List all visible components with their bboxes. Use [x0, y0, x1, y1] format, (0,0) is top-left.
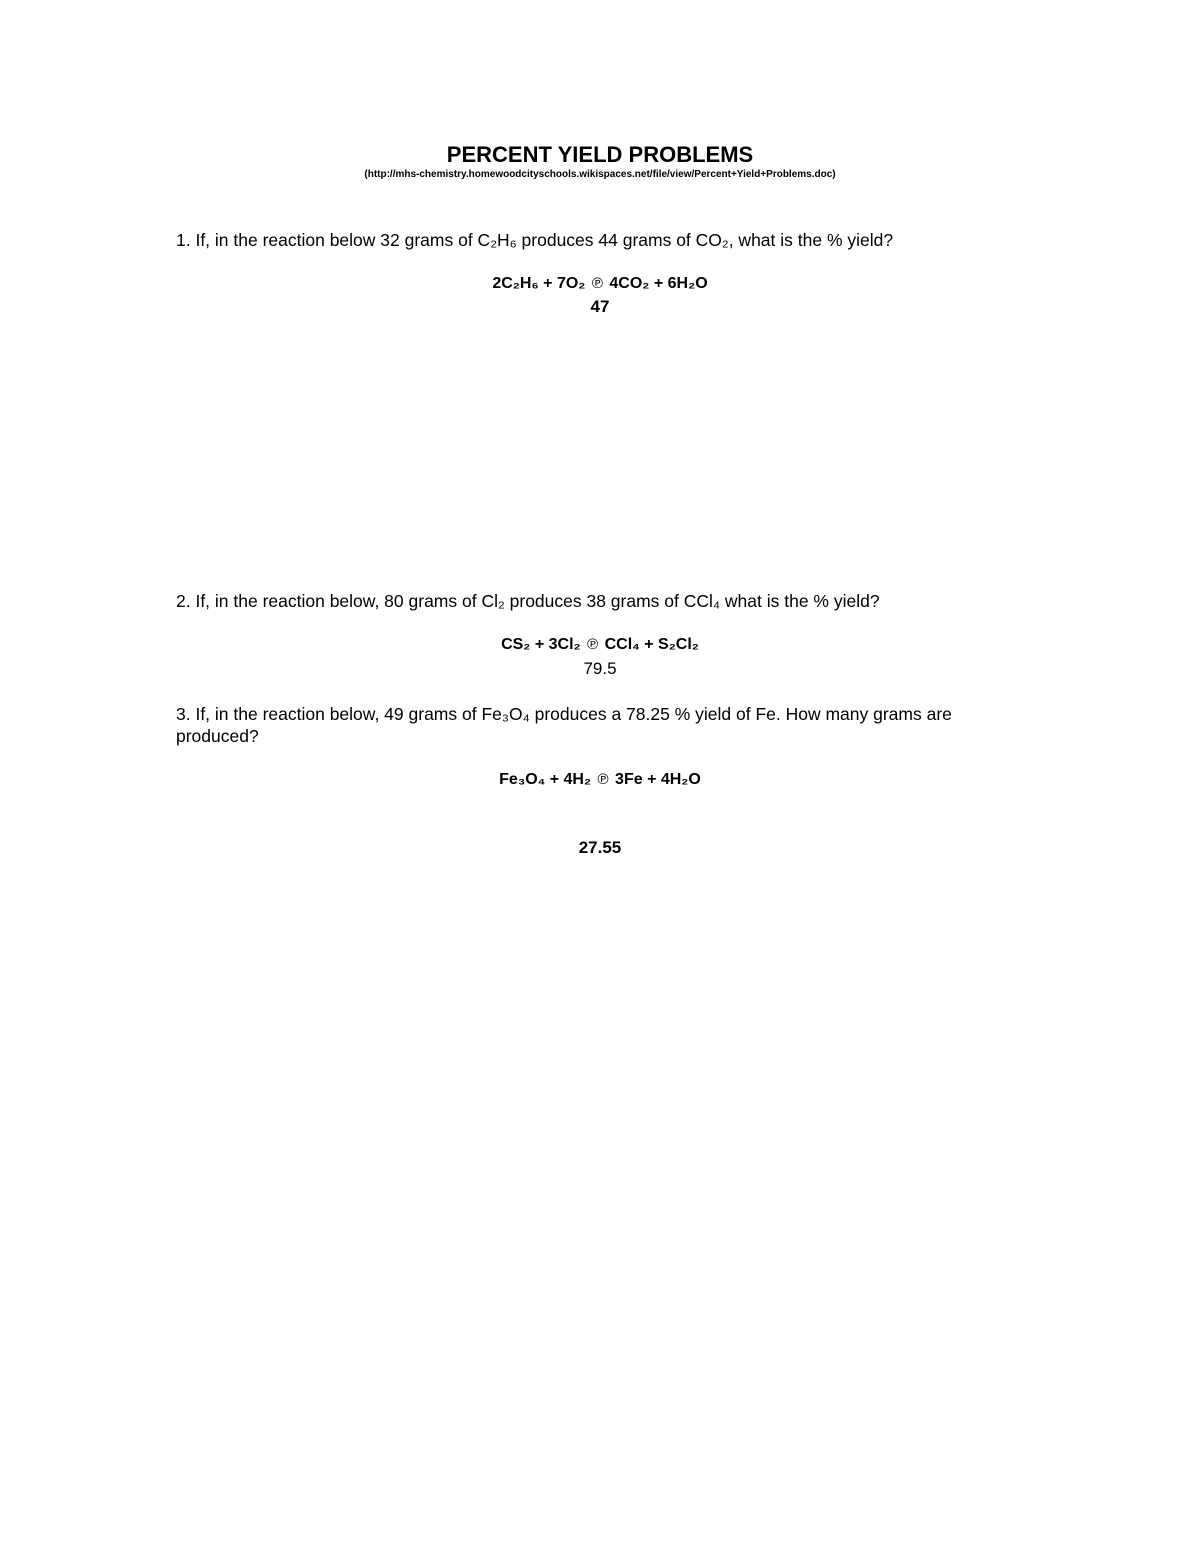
- reaction-arrow-icon: ℗: [587, 636, 599, 653]
- equation-products: 3Fe + 4H₂O: [615, 771, 701, 788]
- equation-reactants: Fe₃O₄ + 4H₂: [499, 771, 592, 788]
- problem-2-answer: 79.5: [583, 659, 617, 678]
- problem-1-equation: [0, 275, 1200, 293]
- equation-products: 4CO₂ + 6H₂O: [609, 275, 708, 292]
- reaction-arrow-icon: ℗: [591, 275, 603, 292]
- source-url: (http://mhs-chemistry.homewoodcityschools.wikispaces.net/file/view/Percent+Yield+Problems.doc): [364, 169, 836, 180]
- problem-2-equation: [0, 636, 1200, 654]
- problem-3-equation: [0, 771, 1200, 789]
- equation-products: CCl₄ + S₂Cl₂: [604, 636, 699, 653]
- reaction-arrow-icon: ℗: [597, 771, 609, 788]
- problem-3-answer: 27.55: [578, 838, 622, 857]
- page-title: PERCENT YIELD PROBLEMS: [446, 142, 754, 167]
- problem-1-question: 1. If, in the reaction below 32 grams of C₂H₆ produces 44 grams of CO₂, what is the % yield?: [176, 230, 894, 250]
- problem-1-answer: 47: [590, 297, 610, 316]
- equation-reactants: CS₂ + 3Cl₂: [501, 636, 581, 653]
- equation-reactants: 2C₂H₆ + 7O₂: [492, 275, 586, 292]
- problem-3-question: 3. If, in the reaction below, 49 grams of Fe₃O₄ produces a 78.25 % yield of Fe. How many grams are produced?: [176, 704, 952, 746]
- problem-2-question: 2. If, in the reaction below, 80 grams of Cl₂ produces 38 grams of CCl₄ what is the % yield?: [176, 591, 880, 611]
